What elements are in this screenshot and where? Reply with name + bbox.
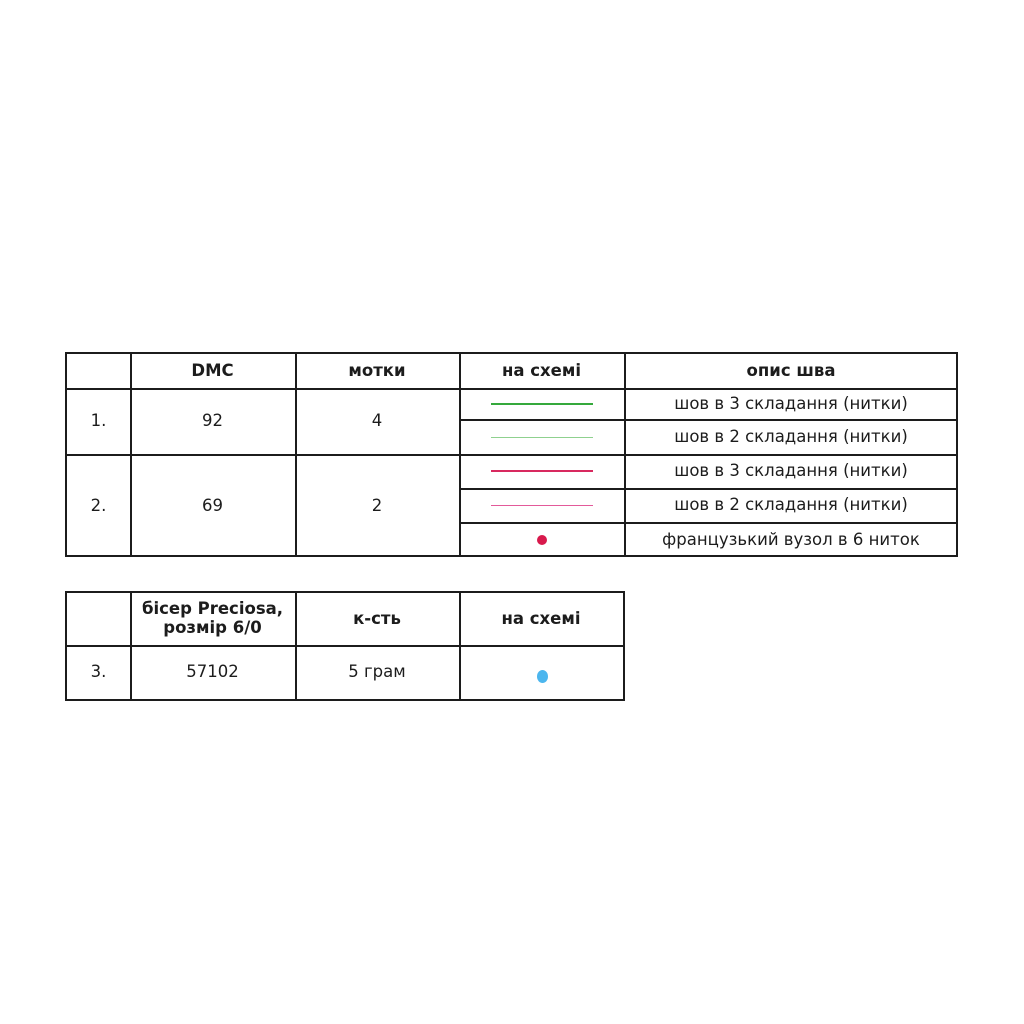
bead-quantity: 5 грам <box>348 662 406 682</box>
header-bead <box>130 593 295 645</box>
stitch-description: шов в 3 складання (нитки) <box>674 393 908 413</box>
header-num <box>67 593 130 645</box>
header-stitch-desc: опис шва <box>746 360 836 380</box>
header-num <box>67 354 130 388</box>
header-skeins: мотки <box>348 360 406 380</box>
pink-thick-line-symbol <box>491 470 593 472</box>
stitch-description: французький вузол в 6 ниток <box>662 529 920 549</box>
row-number: 3. <box>90 662 107 682</box>
bead-table <box>65 591 625 701</box>
header-on-scheme: на схемі <box>501 360 582 380</box>
pink-thin-line-symbol <box>491 505 593 506</box>
skeins-count: 4 <box>371 411 383 431</box>
green-thin-line-symbol <box>491 437 593 438</box>
dmc-code: 69 <box>202 495 223 515</box>
header-bead-line2: розмір 6/0 <box>163 618 262 637</box>
header-on-scheme: на схемі <box>501 608 581 628</box>
stitch-description: шов в 3 складання (нитки) <box>674 461 908 481</box>
header-bead-line1: бісер Preciosa, <box>141 599 284 619</box>
french-knot-dot-symbol <box>537 535 547 545</box>
dmc-code: 92 <box>202 411 223 431</box>
thread-table <box>65 352 958 557</box>
bead-code: 57102 <box>186 662 239 682</box>
stitch-description: шов в 2 складання (нитки) <box>674 426 908 446</box>
header-qty: к-сть <box>353 608 401 628</box>
green-thick-line-symbol <box>491 403 593 405</box>
skeins-count: 2 <box>371 495 383 515</box>
header-dmc: DMC <box>191 360 234 380</box>
row-number: 2. <box>90 495 107 515</box>
stitch-description: шов в 2 складання (нитки) <box>674 495 908 515</box>
bead-dot-symbol <box>537 670 548 683</box>
row-number: 1. <box>90 411 107 431</box>
